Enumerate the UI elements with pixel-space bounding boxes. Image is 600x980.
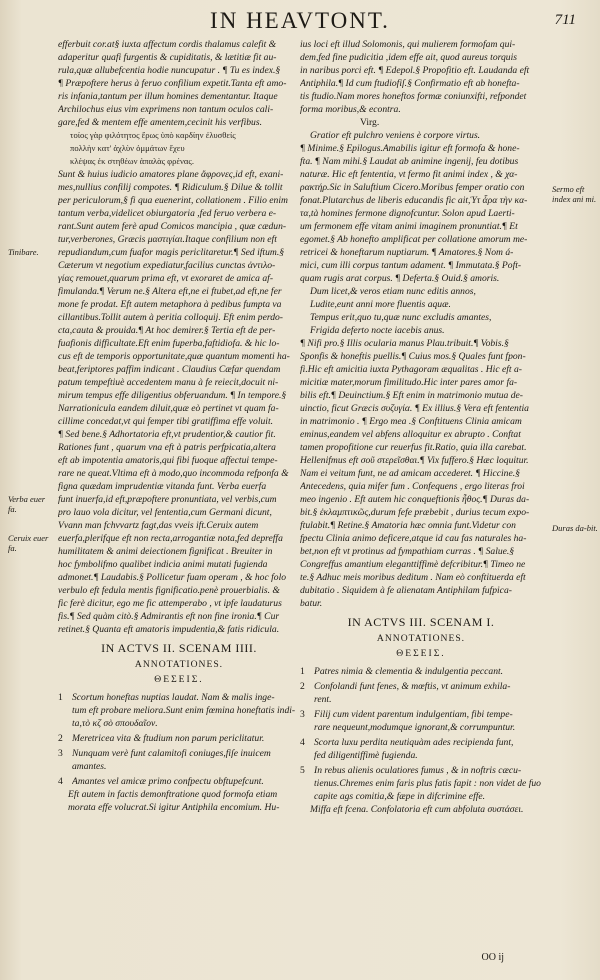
text-line: humilitatem & animi deiectionem fignificat . Breuiter in (58, 546, 273, 557)
text-line: gare,fed & mentem effe amentem,cecinit his verfibus. (58, 117, 262, 128)
right-thesis-item (300, 736, 542, 762)
text-line: bilis eft.¶ Deuinctium.§ Eft enim in matrimonio mutua de- (300, 390, 523, 401)
text-line: ris infania,tantum per illum homines dementantur. Itaque (58, 91, 278, 102)
verse-line: Gratior eft pulchro veniens è corpore virtus. (310, 130, 481, 141)
poem-line: Frigida deferto nocte iacebis anus. (310, 325, 445, 336)
thesis-line: rare nequeunt,modumque ignorant,& corrumpuntur. (314, 722, 516, 733)
text-line: Congreffus amantium eleganttiffimè defcribitur.¶ Timeo ne (300, 559, 526, 570)
running-head (0, 6, 600, 36)
right-thesis-item (300, 764, 542, 803)
text-line: hoc fymbolifmo qualibet indicia animi mutati fugienda (58, 559, 268, 570)
text-line: bet,non eft vt protinus ad fympathiam curras . ¶ Salue.§ (300, 546, 515, 557)
verse-source: Virg. (360, 117, 380, 128)
text-line: funt inuerfa,id eft,præpoftere pronuntiata, vel verbis,cum (58, 494, 277, 505)
text-line: ¶ Præpoftere herus à feruo confilium expetit.Tanta eft amo- (58, 78, 287, 89)
left-theseis-label: ΘΕΣΕΙΣ. (154, 674, 204, 685)
right-body-text-a (300, 38, 542, 116)
left-body-text (58, 38, 300, 636)
text-line: Antiphila.¶ Id cum ftudiofiſ.§ Confirmatio eft ab honefta- (300, 78, 520, 89)
margin-note-right-1: Sermo eft index ani mi. (552, 184, 597, 204)
thesis-number: 3 (300, 709, 305, 720)
text-line: mes,nullius confilij compotes. ¶ Ridiculum.§ Dilue & tollit (58, 182, 283, 193)
running-title: IN HEAVTONT. (210, 8, 390, 33)
thesis-line: fed diligentiffimè fugienda. (314, 750, 418, 761)
text-line: Nam ei veitum funt, ne ad amicam accederet. ¶ Hiccine.§ (300, 468, 520, 479)
left-thesis-item (58, 775, 300, 788)
right-section-heading: IN ACTVS III. SCENAM I. (347, 615, 495, 629)
text-line: morata effe volucrat.Si igitur Antiphila encomium. Hu- (68, 802, 280, 813)
text-line: bit.§ ἐκλαμπτικῶς,durum fefe præbebit , durius tecum expo- (300, 507, 530, 518)
thesis-line: Scortum honeftas nuptias laudat. Nam & malis inge- (72, 692, 275, 703)
thesis-number: 5 (300, 765, 305, 776)
thesis-line: Nunquam verè funt calamitofi coniuges,fiſe inuicem (72, 748, 271, 759)
text-line: verbulo eft fedula mentis fignificatio.penè prouerbialis. & (58, 585, 280, 596)
left-section-heading: IN ACTVS II. SCENAM IIII. (101, 641, 257, 655)
greek-quote-line: κλέψας ἐκ στηθέων ἁπαλὰς φρένας. (70, 156, 194, 166)
text-line: efferbuit cor.at§ iuxta affectum cordis thalamus calefit & (58, 39, 277, 50)
thesis-line: Filij cum vident parentum indulgentiam, fibi tempe- (314, 709, 513, 720)
text-line: rare ne queat.Vltima eft à modo,quo incommoda refponfa & (58, 468, 289, 479)
text-line: quam rugis arat corpus. ¶ Deferta.§ Ouid.§ amoris. (300, 273, 500, 284)
thesis-text (314, 708, 542, 734)
thesis-text (72, 747, 300, 773)
thesis-number: 2 (58, 733, 63, 744)
margin-note-left-3: Ceruix euer fa. (8, 533, 49, 553)
text-line: cillantibus.Tollit autem à peritia colloquij. Eft enim perdo- (58, 312, 283, 323)
right-thesis-item (300, 680, 542, 706)
signature-mark: OO ij (481, 952, 504, 963)
text-line: fuafionis difficultate.Eft enim fuperba,faftidiofa. & hic lo- (58, 338, 280, 349)
text-line: Narrationicula eandem diluit,quæ eò pertinet vt quam fa- (58, 403, 279, 414)
thesis-line: In rebus alienis oculatiores fumus , & in noftris cæcu- (314, 765, 522, 776)
right-theseis-label: ΘΕΣΕΙΣ. (396, 648, 446, 659)
poem-line: Dum licet,& veros etiam nunc editis annos, (310, 286, 476, 297)
thesis-line: capite ags comitia,& fæpe in difcrimine effe. (314, 791, 486, 802)
text-line: Sunt & huius iudicio amatores plane ἄφρονες,id eft, exani- (58, 169, 284, 180)
text-line: patum tempeftiuè accedentem manu à fe reiecit,docuit ni- (58, 377, 279, 388)
page-number: 711 (554, 12, 576, 28)
thesis-number: 3 (58, 748, 63, 759)
thesis-line: ta,τὸ κζ σὸ σπουδαῖον. (72, 718, 158, 729)
thesis-number: 4 (300, 737, 305, 748)
text-line: retinet.§ Quanta eft amatoris impudentia,& fatis ridicula. (58, 624, 280, 635)
thesis-number: 2 (300, 681, 305, 692)
text-line: te.§ Adhuc meis moribus deditum . Nam eò conftituerda eft (300, 572, 526, 583)
text-line: Vvann man fchvvartz fagt,das vveis ift.Ceruix autem (58, 520, 259, 531)
thesis-text (314, 680, 542, 706)
text-line: Miffa eft fcena. Confolatoria eft cum abfoluta συστάσει. (310, 804, 524, 815)
text-line: tur,verberones, Græcis μαστιγίαι.Itaque confilium non eft (58, 234, 277, 245)
text-line: fonat.Plutarchus de liberis educandis fic ait,Ὑτ ἆρα τὴν κα- (300, 195, 528, 206)
right-body-text-b (300, 142, 542, 285)
text-line: dem,fed fine pudicitia ,idem effe ait, quod aureus torquis (300, 52, 517, 63)
text-line: tantum verba,videlicet obiurgatoria ,fed feruo verbera e- (58, 208, 277, 219)
text-line: rant.Sunt autem ferè apud Comicos mancipia , quæ cædun- (58, 221, 287, 232)
text-line: tamen propofitione cur reuerfus fit.Ratio, quia illa carebat. (300, 442, 527, 453)
thesis-text (72, 775, 300, 788)
thesis-text (314, 736, 542, 762)
left-column (58, 38, 300, 814)
text-line: γίας remouet,quarum prima eft, vt exoraret de amica af- (58, 273, 274, 284)
text-line: fi.Hic eft amicitia iuxta Pythagoram æqualitas . Hic eft a- (300, 364, 522, 375)
text-line: micitiæ mater,morum fimilitudo.Hic inter pares amor fa- (300, 377, 518, 388)
margin-note-left-1: Tinibare. (8, 247, 39, 257)
text-line: batur. (300, 598, 323, 609)
text-line: eminus,eandem vel abfens alloquitur ex abrupto . Conftat (300, 429, 521, 440)
left-thesis-item (58, 732, 300, 745)
text-line: mici, cum illi corpus tantum adament. ¶ Immutata.§ Poft- (300, 260, 522, 271)
left-thesis-item (58, 747, 300, 773)
poem-line: Tempus erit,quo tu,quæ nunc excludis amantes, (310, 312, 492, 323)
right-column (300, 38, 542, 816)
thesis-line: Scorta luxu perdita neutiquàm ades recipienda funt, (314, 737, 514, 748)
text-line: meo ingenio . Eft autem hic conqueftionis ἦθος.¶ Duras da- (300, 494, 530, 505)
text-line: beat,feriptores paffim indicant . Claudius Cæfar quendam (58, 364, 281, 375)
left-thesis-item (58, 691, 300, 730)
text-line: uinctio, ficut Græcis συζυγία. ¶ Ex illius.§ Vera eft fententia (300, 403, 529, 414)
text-line: ρακτήρ.Sic in Saluftium Cicero.Moribus femper oratio con (300, 182, 525, 193)
margin-note-left-2: Verba euer fa. (8, 494, 46, 514)
text-line: Antecedens, quia mifer fum . Confequens , ergo literas froi (300, 481, 525, 492)
text-line: τα,tà homines fermone dignofcuntur. Solon apud Laerti- (300, 208, 515, 219)
greek-quote-line: τοίος γὰρ φιλότητος ἔρως ὑπὸ καρδίην ἐλυσθείς (70, 130, 236, 140)
left-theses-list (58, 691, 300, 788)
thesis-line: Patres nimia & clementia & indulgentia peccant. (314, 666, 504, 677)
text-line: um fermonem effe vitam animi imaginem pronuntiat.¶ Et (300, 221, 518, 232)
text-line: ius loci eft illud Solomonis, qui mulierem formofam qui- (300, 39, 516, 50)
text-line: Hellenifmus eft σοῦ στερεῖσθαι.¶ Vix fuffero.§ Hæc loquitur. (300, 455, 529, 466)
text-line: fta. ¶ Nam mihi.§ Laudat ab animine ingenij, feu dotibus (300, 156, 519, 167)
right-annotationes-label: ANNOTATIONES. (376, 633, 466, 644)
text-line: cillime concedat,vt qui femper tibi gratiffima effe voluit. (58, 416, 274, 427)
text-line: euerfa,plerifque eft non recta,arrogantiæ nota,fed depreffa (58, 533, 283, 544)
right-thesis-item (300, 665, 542, 678)
text-line: fis.¶ Sed quàm citò.§ Admirantis eft non fine ironia.¶ Cur (58, 611, 280, 622)
text-line: dubitatio . Siquidem à fe alienatam Antiphilam fufpica- (300, 585, 512, 596)
right-theses-list (300, 665, 542, 803)
text-line: cus eft de temporis opportunitate,quæ quantum momenti ha- (58, 351, 290, 362)
text-line: tis ftudio.Nam mores honeftos formæ coniunxifti, refpondet (300, 91, 527, 102)
text-line: fimulanda.¶ Verum ne.§ Altera eft,ne ei ftubet,ad eft,ne fer (58, 286, 282, 297)
thesis-number: 4 (58, 776, 63, 787)
right-poem (300, 285, 542, 337)
text-line: naturæ. Hic eft fententia, vt fermo fit animi index , & χα- (300, 169, 518, 180)
text-line: rula,quæ allubefcentia hodie nuncupatur . ¶ Tu es index.§ (58, 65, 281, 76)
text-line: egomet.§ Ab honefto amplificat per collatione amorum me- (300, 234, 528, 245)
text-line: ¶ Nifi pro.§ Illis ocularia manus Plau.tribuit.¶ Vobis.§ (300, 338, 509, 349)
text-line: repudiandum,cum fuafor magis periclitaretur.¶ Sed iftum.§ (58, 247, 285, 258)
thesis-line: Amantes vel amicæ primo confpectu obftupefcunt. (72, 776, 264, 787)
margin-note-right-2: Duras da-bit. (552, 523, 598, 533)
thesis-line: Meretricea vita & ftudium non parum periclitatur. (72, 733, 265, 744)
text-line: ¶ Minime.§ Epilogus.Amabilis igitur eft formofa & hone- (300, 143, 520, 154)
thesis-line: rent. (314, 694, 332, 705)
text-line: in naribus porci eft. ¶ Edepol.§ Propofitio eft. Laudanda eft (300, 65, 530, 76)
left-tail-text (58, 788, 300, 814)
right-thesis-item (300, 708, 542, 734)
thesis-number: 1 (58, 692, 63, 703)
text-line: eft ab impotentia amatoris,qui fibi fuoque affectui tempe- (58, 455, 278, 466)
text-line: fic ferè dicitur, ego me fic attemperabo , vt ipfe laudaturus (58, 598, 282, 609)
text-line: Rationes funt , quarum vna eft à patris perfpicatia,altera (58, 442, 276, 453)
text-line: Archilochus eius vim exprimens non tantum oculos cali- (58, 104, 274, 115)
poem-line: Ludite,eunt anni more fluentis aquæ. (310, 299, 451, 310)
right-tail-text (300, 803, 542, 816)
text-line: pro lauo vola dicitur, vel fententia,cum Germani dicunt, (58, 507, 272, 518)
text-line: ftulabit.¶ Retine.§ Amatoria hæc omnia funt.Videtur con (300, 520, 516, 531)
text-line: Sponfis & honeftis puellis.¶ Cuius mos.§ Quales funt fpon- (300, 351, 526, 362)
text-line: admonet.¶ Laudabis.§ Pollicetur fuam operam , & hoc folo (58, 572, 287, 583)
right-body-text-c (300, 337, 542, 610)
thesis-number: 1 (300, 666, 305, 677)
thesis-line: amantes. (72, 761, 107, 772)
thesis-line: Confolandi funt fenes, & mœftis, vt animum exhila- (314, 681, 511, 692)
text-line: forma moribus,& econtra. (300, 104, 401, 115)
text-line: per periculorum,§ fi qua euenerint, collationem . Filio enim (58, 195, 288, 206)
text-line: Cæterum vt negotium expediatur,facilius cunctas ἀντιλο- (58, 260, 276, 271)
text-line: fpectu Clinia animo deficere,atque id cau fas naturales ha- (300, 533, 527, 544)
thesis-text (72, 691, 300, 730)
text-line: mone fe prodat. Eft autem metaphora à pedibus fumpta va (58, 299, 282, 310)
thesis-text (72, 732, 300, 745)
text-line: cta,cauta & prouida.¶ At hoc demirer.§ Tertia eft de per- (58, 325, 276, 336)
left-annotationes-label: ANNOTATIONES. (134, 659, 224, 670)
text-line: adaperitur quafi furgentis & cupiditatis, & lætitiæ fit au- (58, 52, 277, 63)
text-line: in matrimonio . ¶ Ergo mea .§ Conftituens Clinia amicam (300, 416, 522, 427)
text-line: Eft autem in factis demonftratione quod formofa etiam (68, 789, 278, 800)
thesis-text (314, 665, 542, 678)
text-line: figna quædam imprudentiæ vitanda funt. Verba euerfa (58, 481, 267, 492)
text-line: retricei & honeftarum nuptiarum. ¶ Amatores.§ Nom á- (300, 247, 514, 258)
text-line: ¶ Sed bene.§ Adhortatoria eft,vt prudentior,& cautior fit. (58, 429, 276, 440)
thesis-text (314, 764, 542, 803)
greek-quote-line: πολλὴν κατ' ἀχλὺν ὀμμάτων ἔχευ (70, 143, 185, 153)
text-line: mirum tempus effe diligentius obferuandum. ¶ In tempore.§ (58, 390, 287, 401)
thesis-line: tienus.Chremes enim faris plus fatis fapit : non videt de fuo (314, 778, 541, 789)
thesis-line: tum eft probare meliora.Sunt enim fœmina honeftatis indi- (72, 705, 296, 716)
